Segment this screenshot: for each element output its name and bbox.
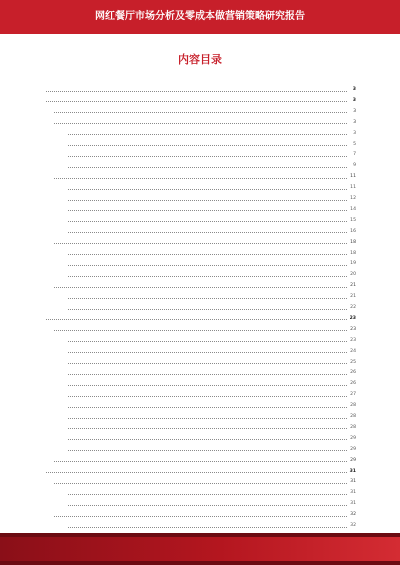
toc-page-number: 25 [350,359,356,365]
toc-dot-leader [54,123,347,124]
toc-heading: 内容目录 [178,53,222,66]
toc-page-number: 3 [353,119,356,125]
toc-dot-leader [54,330,347,331]
toc-entry[interactable] [66,413,356,421]
report-title: 网红餐厅市场分析及零成本做营销策略研究报告 [95,11,305,22]
toc-entry[interactable] [66,162,356,170]
toc-dot-leader [68,527,347,528]
toc-dot-leader [68,134,347,135]
toc-entry[interactable] [66,500,356,508]
toc-dot-leader [68,254,347,255]
toc-entry[interactable] [66,489,356,497]
toc-dot-leader [68,418,347,419]
toc-entry[interactable] [66,217,356,225]
toc-entry[interactable] [66,337,356,345]
toc-dot-leader [68,156,347,157]
toc-entry[interactable] [66,402,356,410]
toc-page-number: 28 [350,424,356,430]
toc-entry[interactable] [66,304,356,312]
toc-dot-leader [46,472,347,473]
toc-page-number: 18 [350,250,356,256]
toc-page-number: 11 [350,185,356,191]
toc-entry[interactable] [44,315,356,323]
toc-entry[interactable] [52,478,356,486]
toc-page-number: 16 [350,228,356,234]
toc-dot-leader [68,439,347,440]
toc-entry[interactable] [52,457,356,465]
toc-dot-leader [54,516,347,517]
toc-page-number: 21 [350,294,356,300]
toc-page-number: 15 [350,217,356,223]
toc-dot-leader [68,494,347,495]
toc-dot-leader [68,189,347,190]
toc-entry[interactable] [66,228,356,236]
toc-entry[interactable] [66,271,356,279]
toc-page-number: 3 [352,87,356,92]
toc-page-number: 26 [350,370,356,376]
toc-dot-leader [68,428,347,429]
toc-entry[interactable] [66,359,356,367]
toc-entry[interactable] [66,184,356,192]
toc-dot-leader [68,221,347,222]
toc-page-number: 24 [350,348,356,354]
toc-dot-leader [68,407,347,408]
toc-page-number: 23 [350,337,356,343]
toc-entry[interactable] [66,130,356,138]
toc-entry[interactable] [52,108,356,116]
toc-entry[interactable] [66,446,356,454]
toc-entry[interactable] [66,195,356,203]
toc-entry[interactable] [66,369,356,377]
toc-dot-leader [68,505,347,506]
toc-entry[interactable] [52,119,356,127]
toc-entry[interactable] [66,522,356,530]
toc-dot-leader [68,145,347,146]
toc-entry[interactable] [66,250,356,258]
toc-entry[interactable] [44,97,356,105]
toc-dot-leader [46,91,347,92]
footer-band [0,537,400,561]
toc-page-number: 31 [350,501,356,507]
toc-entry[interactable] [66,206,356,214]
toc-dot-leader [68,363,347,364]
toc-dot-leader [54,287,347,288]
toc-dot-leader [68,374,347,375]
toc-dot-leader [54,461,347,462]
toc-page-number: 29 [350,435,356,441]
toc-dot-leader [68,200,347,201]
toc-dot-leader [54,483,347,484]
toc-dot-leader [68,352,347,353]
toc-page-number: 32 [350,523,356,528]
toc-page-number: 14 [350,206,356,212]
toc-dot-leader [68,385,347,386]
toc-dot-leader [68,276,347,277]
toc-page-number: 23 [350,326,356,332]
toc-page-number: 22 [350,305,356,310]
toc-page-number: 7 [353,152,356,158]
toc-page-number: 19 [350,261,356,267]
toc-page-number: 11 [350,174,356,180]
toc-entry[interactable] [66,391,356,399]
toc-page-number: 28 [350,403,356,409]
toc-dot-leader [68,265,347,266]
toc-entry[interactable] [66,380,356,388]
toc-dot-leader [46,319,347,320]
toc-dot-leader [68,298,347,299]
toc-dot-leader [46,101,347,102]
toc-page-number: 18 [350,239,356,245]
toc-entry[interactable] [52,511,356,519]
toc-page-number: 21 [350,283,356,289]
toc-entry[interactable] [66,348,356,356]
toc-entry[interactable] [66,260,356,268]
toc-entry[interactable] [52,282,356,290]
toc-entry[interactable] [66,151,356,159]
toc-entry[interactable] [66,293,356,301]
toc-entry[interactable] [52,239,356,247]
toc-dot-leader [54,178,347,179]
toc-page-number: 31 [350,490,356,496]
toc-page-number: 27 [350,392,356,398]
toc-dot-leader [68,232,347,233]
toc-page-number: 3 [353,108,356,114]
toc-page-number: 20 [350,272,356,278]
toc-dot-leader [54,112,347,113]
toc-entry[interactable] [52,173,356,181]
toc-page-number: 3 [353,130,356,136]
toc-dot-leader [68,210,347,211]
toc-page-number: 12 [350,196,356,201]
toc-page-number: 29 [350,457,356,463]
toc-dot-leader [68,450,347,451]
toc-page-number: 32 [350,512,356,518]
toc-page-number: 31 [350,479,356,485]
toc-dot-leader [68,341,347,342]
toc-page-number: 23 [349,315,356,321]
toc-entry[interactable] [44,468,356,476]
toc-page-number: 28 [350,414,356,419]
toc-page-number: 5 [353,141,356,147]
toc-entry[interactable] [52,326,356,334]
toc-dot-leader [68,167,347,168]
toc-page-number: 29 [350,446,356,452]
toc-page-number: 31 [349,468,356,474]
toc-dot-leader [54,243,347,244]
toc-dot-leader [68,396,347,397]
toc-entry[interactable] [44,86,356,94]
toc-entry[interactable] [66,435,356,443]
toc-page-number: 9 [353,163,356,169]
toc-page-number: 3 [352,97,356,103]
toc-entry[interactable] [66,424,356,432]
toc-dot-leader [68,309,347,310]
toc-entry[interactable] [66,141,356,149]
toc-page-number: 26 [350,381,356,387]
